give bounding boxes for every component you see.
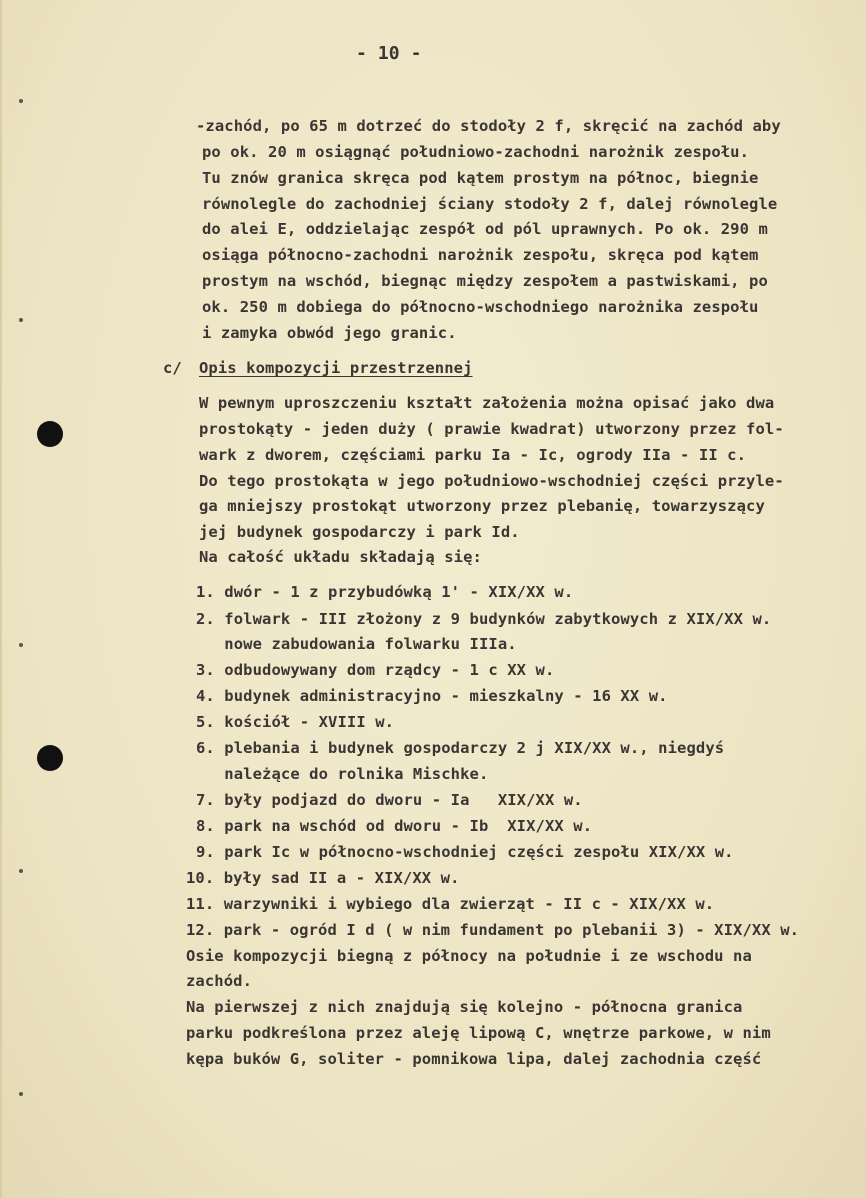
text-line: W pewnym uproszczeniu kształt założenia można opisać jako dwa <box>199 394 775 412</box>
margin-dot <box>19 1092 23 1096</box>
text-line: kępa buków G, soliter - pomnikowa lipa, dalej zachodnia część <box>186 1050 762 1068</box>
text-line: -zachód, po 65 m dotrzeć do stodoły 2 f, skręcić na zachód aby <box>196 117 781 135</box>
list-item: 2. folwark - III złożony z 9 budynków zabytkowych z XIX/XX w. <box>196 610 772 628</box>
margin-dot <box>19 99 23 103</box>
list-item: 7. były podjazd do dworu - Ia XIX/XX w. <box>196 791 583 809</box>
text-line: prostokąty - jeden duży ( prawie kwadrat) utworzony przez fol- <box>199 420 784 438</box>
text-line: do alei E, oddzielając zespół od pól uprawnych. Po ok. 290 m <box>202 220 768 238</box>
list-item: 1. dwór - 1 z przybudówką 1' - XIX/XX w. <box>196 583 574 601</box>
text-line: Na całość układu składają się: <box>199 548 482 566</box>
page-edge <box>0 0 2 1198</box>
margin-dot <box>19 869 23 873</box>
text-line: i zamyka obwód jego granic. <box>202 324 457 342</box>
list-item: 6. plebania i budynek gospodarczy 2 j XIX/XX w., niegdyś <box>196 739 725 757</box>
punch-hole-top <box>37 421 63 447</box>
text-line: Osie kompozycji biegną z północy na południe i ze wschodu na <box>186 947 752 965</box>
text-line: po ok. 20 m osiągnąć południowo-zachodni narożnik zespołu. <box>202 143 750 161</box>
list-item: 8. park na wschód od dworu - Ib XIX/XX w. <box>196 817 593 835</box>
text-line: ok. 250 m dobiega do północno-wschodniego narożnika zespołu <box>202 298 759 316</box>
text-line: osiąga północno-zachodni narożnik zespołu, skręca pod kątem <box>202 246 759 264</box>
list-item: należące do rolnika Mischke. <box>196 765 489 783</box>
margin-dot <box>19 318 23 322</box>
text-line: Do tego prostokąta w jego południowo-wschodniej części przyle- <box>199 472 784 490</box>
text-line: Na pierwszej z nich znajdują się kolejno - północna granica <box>186 998 743 1016</box>
section-marker: c/ <box>163 359 182 377</box>
list-item: 9. park Ic w północno-wschodniej części zespołu XIX/XX w. <box>196 843 734 861</box>
text-line: ga mniejszy prostokąt utworzony przez plebanię, towarzyszący <box>199 497 765 515</box>
punch-hole-bottom <box>37 745 63 771</box>
margin-dot <box>19 643 23 647</box>
list-item: 5. kościół - XVIII w. <box>196 713 395 731</box>
page-number: - 10 - <box>356 43 422 64</box>
text-line: równolegle do zachodniej ściany stodoły 2 f, dalej równolegle <box>202 195 778 213</box>
text-line: Tu znów granica skręca pod kątem prostym na północ, biegnie <box>202 169 759 187</box>
section-heading: Opis kompozycji przestrzennej <box>199 359 473 377</box>
text-line: zachód. <box>186 972 253 990</box>
list-item: nowe zabudowania folwarku IIIa. <box>196 635 517 653</box>
text-line: prostym na wschód, biegnąc między zespołem a pastwiskami, po <box>202 272 768 290</box>
text-line: parku podkreślona przez aleję lipową C, wnętrze parkowe, w nim <box>186 1024 771 1042</box>
text-line: wark z dworem, częściami parku Ia - Ic, ogrody IIa - II c. <box>199 446 747 464</box>
list-item: 3. odbudowywany dom rządcy - 1 c XX w. <box>196 661 555 679</box>
list-item: 11. warzywniki i wybiego dla zwierząt - II c - XIX/XX w. <box>186 895 715 913</box>
list-item: 4. budynek administracyjno - mieszkalny - 16 XX w. <box>196 687 668 705</box>
list-item: 12. park - ogród I d ( w nim fundament po plebanii 3) - XIX/XX w. <box>186 921 800 939</box>
text-line: jej budynek gospodarczy i park Id. <box>199 523 520 541</box>
list-item: 10. były sad II a - XIX/XX w. <box>186 869 460 887</box>
